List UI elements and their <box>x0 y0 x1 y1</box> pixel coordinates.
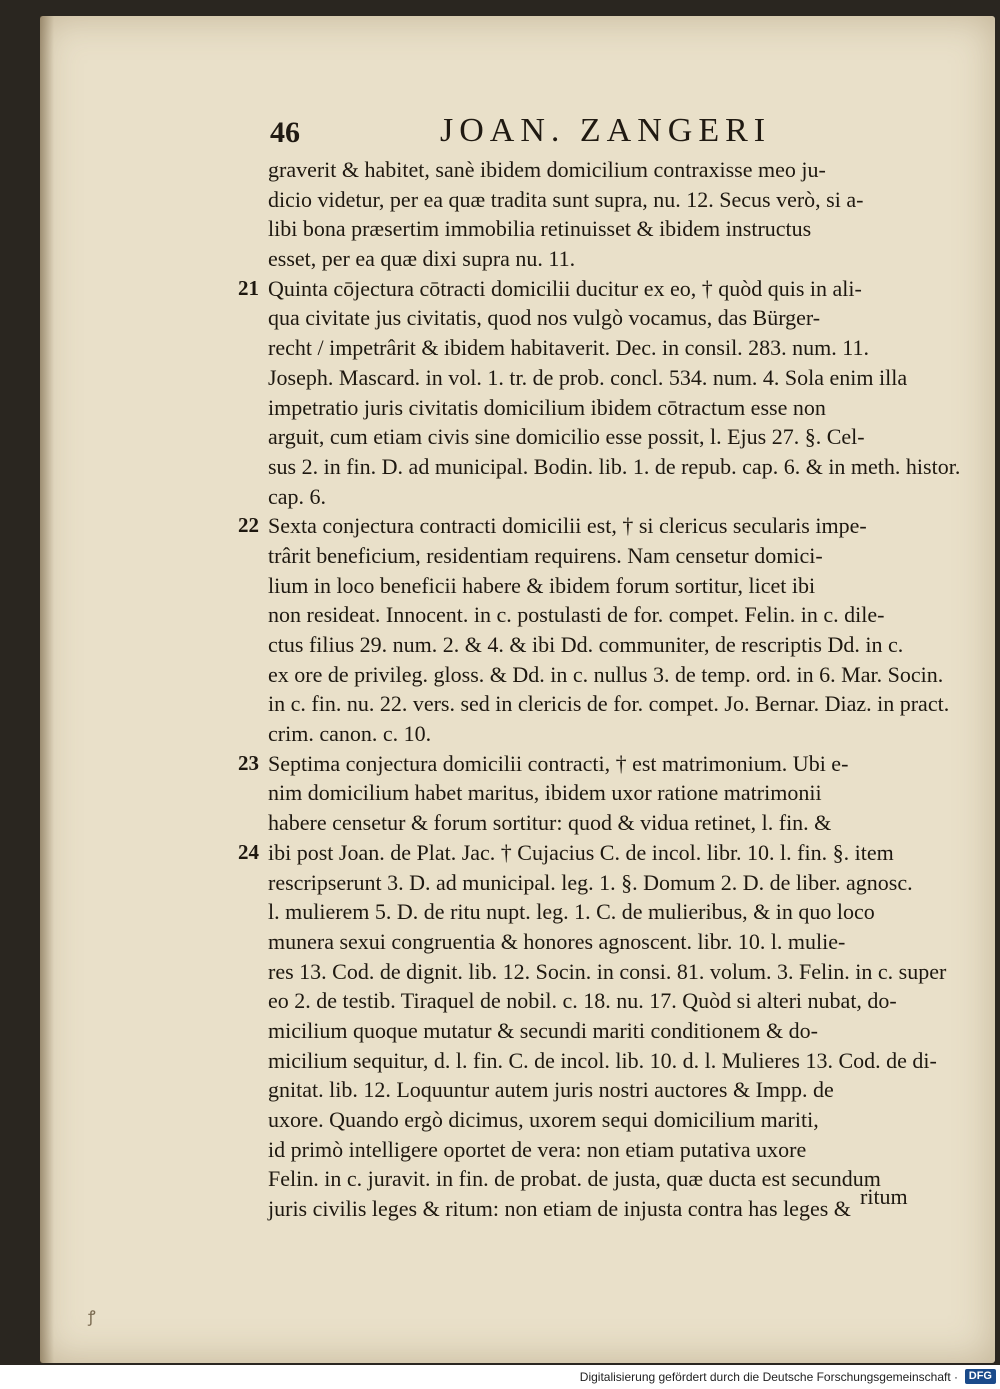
line-text: Sexta conjectura contracti domicilii est, † si clericus secularis impe- <box>268 513 867 539</box>
margin-number: 22 <box>238 513 259 538</box>
text-line <box>268 1135 948 1165</box>
line-text: juris civilis leges & ritum: non etiam de injusta contra has leges & <box>268 1196 851 1222</box>
line-text: id primò intelligere oportet de vera: non etiam putativa uxore <box>268 1136 807 1162</box>
text-line <box>268 1075 948 1105</box>
line-text: crim. canon. c. 10. <box>268 721 432 747</box>
text-line <box>268 214 948 244</box>
text-line <box>268 1016 948 1046</box>
text-line <box>238 838 948 868</box>
text-line <box>268 1105 948 1135</box>
line-text: recht / impetrârit & ibidem habitaverit. Dec. in consil. 283. num. 11. <box>268 335 869 361</box>
line-text: libi bona præsertim immobilia retinuisset & ibidem instructus <box>268 216 812 242</box>
line-text: in c. fin. nu. 22. vers. sed in clericis de for. compet. Jo. Bernar. Diaz. in pract. <box>268 691 950 717</box>
text-line <box>268 778 948 808</box>
line-text: trârit beneficium, residentiam requirens. Nam censetur domici- <box>268 542 823 568</box>
text-line <box>238 749 948 779</box>
line-text: Septima conjectura domicilii contracti, † est matrimonium. Ubi e- <box>268 750 849 776</box>
text-line <box>268 571 948 601</box>
line-text: lium in loco beneficii habere & ibidem forum sortitur, licet ibi <box>268 572 816 598</box>
text-line <box>268 363 948 393</box>
text-line <box>268 897 948 927</box>
line-text: dicio videtur, per ea quæ tradita sunt supra, nu. 12. Secus verò, si a- <box>268 186 864 212</box>
running-title: JOAN. ZANGERI <box>440 112 772 149</box>
text-line <box>268 957 948 987</box>
line-text: Joseph. Mascard. in vol. 1. tr. de prob. concl. 534. num. 4. Sola enim illa <box>268 364 908 390</box>
footer-credit: Digitalisierung gefördert durch die Deutsche Forschungsgemeinschaft · <box>579 1370 958 1384</box>
margin-number: 24 <box>238 839 259 864</box>
line-text: eo 2. de testib. Tiraquel de nobil. c. 18. nu. 17. Quòd si alteri nubat, do- <box>268 988 897 1014</box>
text-body <box>238 155 961 1224</box>
margin-number: 23 <box>238 750 259 775</box>
digitization-footer <box>0 1365 1000 1389</box>
text-line <box>268 303 948 333</box>
text-line <box>268 244 948 274</box>
text-line <box>268 986 948 1016</box>
line-text: impetratio juris civitatis domicilium ibidem cōtractum esse non <box>268 394 826 420</box>
margin-number: 21 <box>238 275 259 300</box>
text-line <box>238 274 948 304</box>
line-text: Quinta cōjectura cōtracti domicilii ducitur ex eo, † quòd quis in ali- <box>268 275 862 301</box>
text-line <box>268 482 948 512</box>
line-text: ex ore de privileg. gloss. & Dd. in c. nullus 3. de temp. ord. in 6. Mar. Socin. <box>268 661 944 687</box>
line-text: habere censetur & forum sortitur: quod & vidua retinet, l. fin. & <box>268 810 832 836</box>
ink-mark: ꝭ <box>88 1309 96 1326</box>
line-text: uxore. Quando ergò dicimus, uxorem sequi domicilium mariti, <box>268 1107 819 1132</box>
text-line <box>268 600 948 630</box>
line-text: gnitat. lib. 12. Loquuntur autem juris nostri auctores & Impp. de <box>268 1077 834 1103</box>
catchword: ritum <box>860 1184 908 1209</box>
text-line <box>268 808 948 838</box>
line-text: res 13. Cod. de dignit. lib. 12. Socin. in consi. 81. volum. 3. Felin. in c. super <box>268 958 947 984</box>
text-line <box>268 868 948 898</box>
text-line <box>268 422 948 452</box>
text-line <box>268 630 948 660</box>
line-text: munera sexui congruentia & honores agnoscent. libr. 10. l. mulie- <box>268 928 846 954</box>
text-line <box>238 511 948 541</box>
text-line <box>268 660 948 690</box>
line-text: cap. 6. <box>268 483 327 509</box>
line-text: micilium quoque mutatur & secundi mariti conditionem & do- <box>268 1017 818 1043</box>
page-gutter-shadow <box>40 16 54 1363</box>
line-text: ibi post Joan. de Plat. Jac. † Cujacius C. de incol. libr. 10. l. fin. §. item <box>268 839 894 865</box>
text-line <box>268 541 948 571</box>
text-line <box>268 1194 948 1224</box>
line-text: sus 2. in fin. D. ad municipal. Bodin. lib. 1. de repub. cap. 6. & in meth. histor. <box>268 453 961 479</box>
line-text: arguit, cum etiam civis sine domicilio esse possit, l. Ejus 27. §. Cel- <box>268 424 865 450</box>
text-line <box>268 1046 948 1076</box>
line-text: ctus filius 29. num. 2. & 4. & ibi Dd. communiter, de rescriptis Dd. in c. <box>268 632 904 657</box>
text-line <box>268 689 948 719</box>
dfg-logo: DFG <box>965 1369 996 1384</box>
line-text: graverit & habitet, sanè ibidem domicilium contraxisse meo ju- <box>268 157 826 182</box>
text-line <box>268 185 948 215</box>
line-text: l. mulierem 5. D. de ritu nupt. leg. 1. C. de mulieribus, & in quo loco <box>268 899 875 925</box>
line-text: micilium sequitur, d. l. fin. C. de incol. lib. 10. d. l. Mulieres 13. Cod. de di- <box>268 1047 937 1073</box>
line-text: nim domicilium habet maritus, ibidem uxor ratione matrimonii <box>268 780 822 806</box>
line-text: rescripserunt 3. D. ad municipal. leg. 1. §. Domum 2. D. de liber. agnosc. <box>268 869 913 895</box>
line-text: esset, per ea quæ dixi supra nu. 11. <box>268 246 576 272</box>
text-line <box>268 927 948 957</box>
line-text: Felin. in c. juravit. in fin. de probat. de justa, quæ ducta est secundum <box>268 1166 881 1192</box>
text-line <box>268 155 948 185</box>
page-number: 46 <box>270 116 300 149</box>
line-text: qua civitate jus civitatis, quod nos vulgò vocamus, das Bürger- <box>268 305 821 331</box>
text-line <box>268 393 948 423</box>
text-line <box>268 452 961 482</box>
line-text: non resideat. Innocent. in c. postulasti de for. compet. Felin. in c. dile- <box>268 602 885 628</box>
text-line <box>268 1164 948 1194</box>
text-line <box>268 333 948 363</box>
text-line <box>268 719 948 749</box>
